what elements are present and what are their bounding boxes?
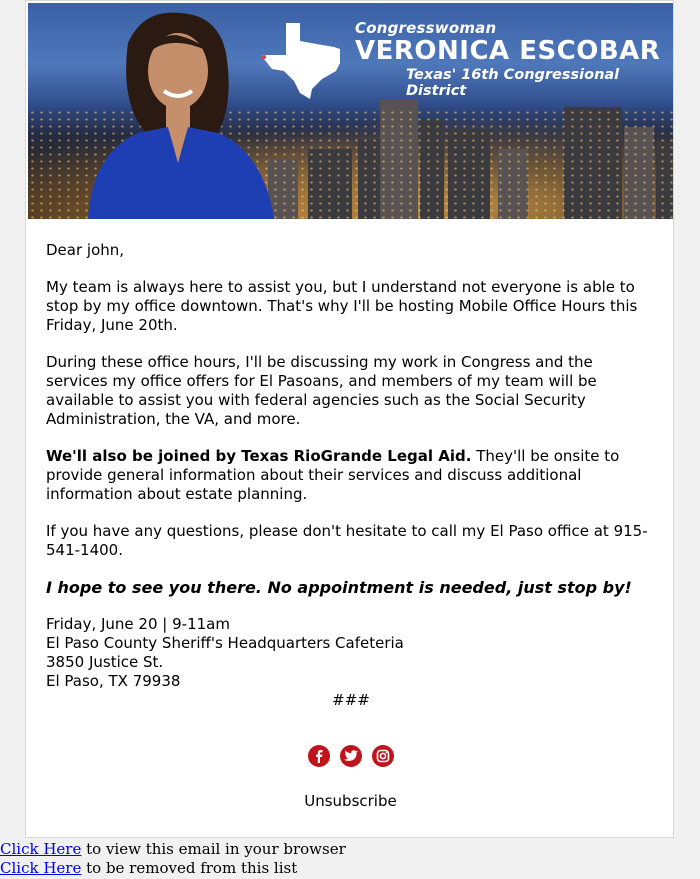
header-title-district: Texas' 16th Congressional District [406, 67, 620, 99]
separator: ### [332, 691, 370, 709]
email-container [25, 0, 674, 838]
facebook-icon[interactable] [308, 745, 330, 767]
paragraph-3-text: They'll be onsite to provide general information about their services and discuss additional information about estate planning. [46, 447, 620, 503]
event-city: El Paso, TX 79938 [46, 672, 181, 690]
paragraph-2: During these office hours, I'll be discussing my work in Congress and the services my office offers for El Pasoans, and members of my team will be available to assist you with federal agencies such as the Social Security Administration, the VA, and more. [46, 353, 597, 428]
paragraph-5: I hope to see you there. No appointment is needed, just stop by! [46, 578, 632, 597]
paragraph-4: If you have any questions, please don't hesitate to call my El Paso office at 915-541-1400. [46, 522, 648, 559]
twitter-icon[interactable] [340, 745, 362, 767]
paragraph-3 [46, 447, 656, 504]
footer [0, 840, 346, 878]
header-title-small: Congresswoman [355, 19, 497, 37]
paragraph-1: My team is always here to assist you, but I understand not everyone is able to stop by my office downtown. That's why I'll be hosting Mobile Office Hours this Friday, June 20th. [46, 278, 638, 334]
social-links [26, 745, 675, 767]
texas-state-icon [260, 19, 346, 99]
footer-text-1: to view this email in your browser [81, 840, 346, 858]
event-street: 3850 Justice St. [46, 653, 164, 671]
header-title-name: VERONICA ESCOBAR [355, 36, 661, 66]
footer-line-2 [0, 859, 346, 878]
header-banner [28, 3, 673, 219]
email-body [46, 241, 656, 710]
paragraph-3-bold: We'll also be joined by Texas RioGrande Legal Aid. [46, 447, 472, 465]
footer-text-2: to be removed from this list [81, 859, 298, 877]
remove-from-list-link[interactable]: Click Here [0, 859, 82, 877]
greeting: Dear john, [46, 241, 125, 259]
event-date: Friday, June 20 | 9-11am [46, 615, 230, 633]
footer-line-1 [0, 840, 346, 859]
unsubscribe-link[interactable]: Unsubscribe [304, 792, 397, 810]
instagram-icon[interactable] [372, 745, 394, 767]
event-place: El Paso County Sheriff's Headquarters Cafeteria [46, 634, 404, 652]
view-in-browser-link[interactable]: Click Here [0, 840, 82, 858]
